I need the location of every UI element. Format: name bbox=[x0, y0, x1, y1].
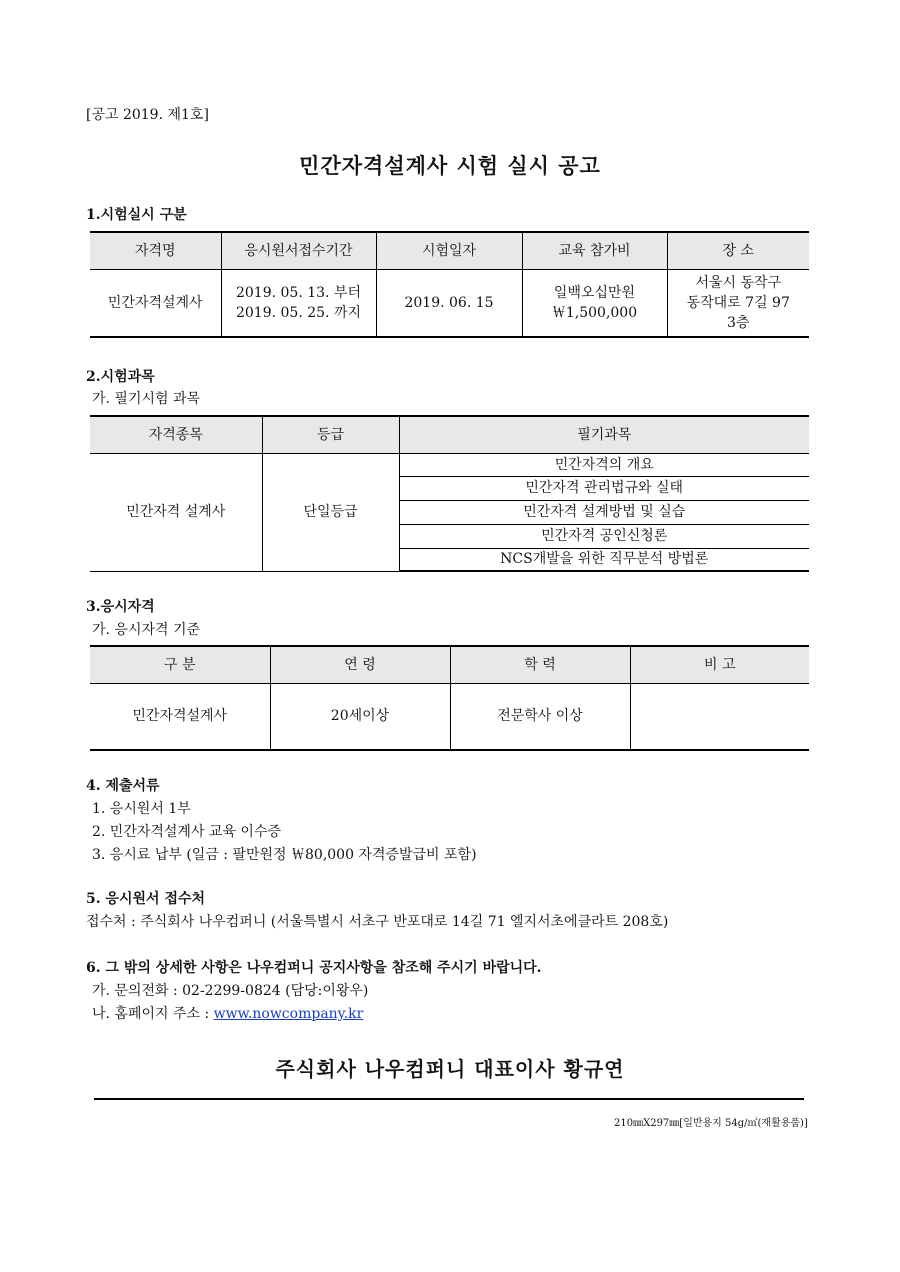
eligibility-table bbox=[90, 645, 809, 751]
homepage-link[interactable]: www.nowcompany.kr bbox=[213, 1006, 364, 1022]
document-item: 1. 응시원서 1부 bbox=[92, 801, 191, 817]
table1-header-date: 시험일자 bbox=[376, 232, 522, 269]
table1-cell-place bbox=[667, 269, 809, 337]
table2-header-subjects: 필기과목 bbox=[399, 416, 809, 453]
written-subjects-table bbox=[90, 415, 809, 572]
table3-cell-category: 민간자격설계사 bbox=[90, 683, 270, 750]
reception-address: 접수처 : 주식회사 나우컴퍼니 (서울특별시 서초구 반포대로 14길 71 엘지서초에클라트 208호) bbox=[86, 914, 669, 930]
subject-item: 민간자격의 개요 bbox=[399, 453, 809, 476]
section4-heading: 4. 제출서류 bbox=[86, 778, 160, 794]
section3-heading: 3.응시자격 bbox=[86, 599, 155, 615]
table2-header-grade: 등급 bbox=[262, 416, 399, 453]
document-title: 민간자격설계사 시험 실시 공고 bbox=[299, 153, 601, 178]
table1-header-place: 장 소 bbox=[667, 232, 809, 269]
place-line-3: 3층 bbox=[727, 314, 750, 331]
table1-cell-period bbox=[221, 269, 376, 337]
period-start: 2019. 05. 13. 부터 bbox=[235, 284, 361, 301]
paper-spec: 210㎜X297㎜[일반용지 54g/㎡(재활용품)] bbox=[614, 1118, 808, 1129]
fee-words: 일백오십만원 bbox=[553, 284, 636, 301]
fee-amount: ￦1,500,000 bbox=[551, 304, 638, 321]
place-line-2: 동작대로 7길 97 bbox=[686, 294, 790, 311]
section2-subheading: 가. 필기시험 과목 bbox=[92, 391, 201, 407]
place-line-1: 서울시 동작구 bbox=[695, 274, 782, 291]
table1-cell-name: 민간자격설계사 bbox=[90, 269, 221, 337]
table2-cell-grade: 단일등급 bbox=[262, 453, 399, 571]
section2-heading: 2.시험과목 bbox=[86, 369, 155, 385]
exam-schedule-table bbox=[90, 231, 809, 338]
subject-item: 민간자격 공인신청론 bbox=[399, 524, 809, 548]
table3-header-age: 연 령 bbox=[270, 646, 450, 683]
footer-divider bbox=[94, 1098, 804, 1100]
notice-number: [공고 2019. 제1호] bbox=[86, 107, 209, 123]
table1-header-period: 응시원서접수기간 bbox=[221, 232, 376, 269]
table1-header-fee: 교육 참가비 bbox=[522, 232, 667, 269]
section1-heading: 1.시험실시 구분 bbox=[86, 207, 187, 223]
document-item: 3. 응시료 납부 (일금 : 팔만원정 ￦80,000 자격증발급비 포함) bbox=[92, 847, 477, 863]
table1-cell-exam-date: 2019. 06. 15 bbox=[376, 269, 522, 337]
subject-item: 민간자격 설계방법 및 실습 bbox=[399, 500, 809, 524]
section3-subheading: 가. 응시자격 기준 bbox=[92, 622, 201, 638]
table3-header-category: 구 분 bbox=[90, 646, 270, 683]
section5-heading: 5. 응시원서 접수처 bbox=[86, 891, 206, 907]
table1-cell-fee bbox=[522, 269, 667, 337]
contact-phone: 가. 문의전화 : 02-2299-0824 (담당:이왕우) bbox=[92, 983, 369, 999]
period-end: 2019. 05. 25. 까지 bbox=[235, 304, 361, 321]
company-signature: 주식회사 나우컴퍼니 대표이사 황규연 bbox=[275, 1057, 625, 1081]
homepage-label: 나. 홈페이지 주소 : bbox=[92, 1006, 214, 1022]
subject-item: NCS개발을 위한 직무분석 방법론 bbox=[399, 548, 809, 571]
table1-header-name: 자격명 bbox=[90, 232, 221, 269]
table3-cell-education: 전문학사 이상 bbox=[450, 683, 630, 750]
table3-cell-remark bbox=[630, 683, 809, 750]
homepage-line bbox=[92, 1003, 363, 1023]
table2-header-qualification: 자격종목 bbox=[90, 416, 262, 453]
table3-header-education: 학 력 bbox=[450, 646, 630, 683]
section6-heading: 6. 그 밖의 상세한 사항은 나우컴퍼니 공지사항을 참조해 주시기 바랍니다. bbox=[86, 960, 542, 976]
table2-cell-qualification: 민간자격 설계사 bbox=[90, 453, 262, 571]
subject-item: 민간자격 관리법규와 실태 bbox=[399, 476, 809, 500]
table3-cell-age: 20세이상 bbox=[270, 683, 450, 750]
document-item: 2. 민간자격설계사 교육 이수증 bbox=[92, 824, 281, 840]
table3-header-remark: 비 고 bbox=[630, 646, 809, 683]
